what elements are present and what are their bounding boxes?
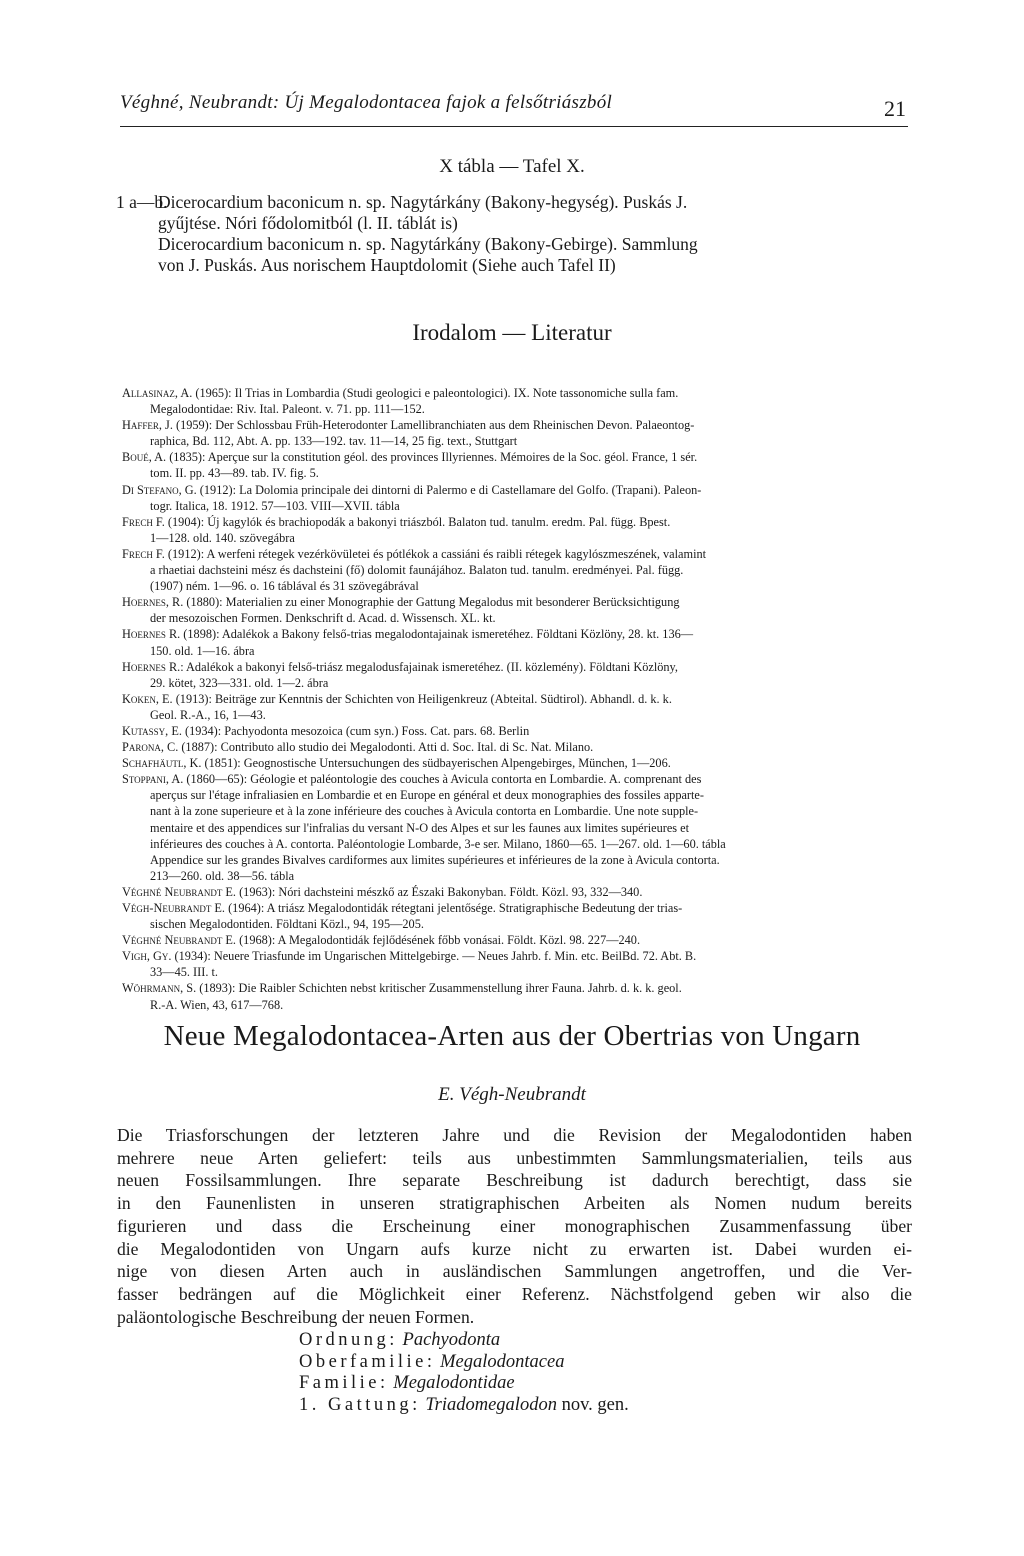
taxonomy-name: Megalodontacea bbox=[440, 1351, 565, 1372]
reference-line bbox=[122, 739, 914, 755]
reference-text: sischen Megalodontiden. Földtani Közl., 94, 195—205. bbox=[150, 917, 424, 932]
reference-entry bbox=[122, 594, 914, 626]
reference-entry bbox=[122, 514, 914, 546]
taxonomy-line bbox=[299, 1330, 899, 1352]
reference-text: der mesozoischen Formen. Denkschrift d. Acad. d. Wissensch. XL. kt. bbox=[150, 611, 496, 626]
reference-author: Schafhäutl, K. bbox=[122, 756, 202, 771]
reference-author: Kutassy, E. bbox=[122, 723, 182, 738]
reference-entry bbox=[122, 659, 914, 691]
reference-text: raphica, Bd. 112, Abt. A. pp. 133—192. tav. 11—14, 25 fig. text., Stuttgart bbox=[150, 434, 518, 449]
body-line: neuen Fossilsammlungen. Ihre separate Beschreibung ist dadurch berechtigt, dass sie bbox=[117, 1170, 912, 1191]
reference-line bbox=[122, 964, 914, 980]
reference-text: (1880): Materialien zu einer Monographie der Gattung Megalodus mit besonderer Berücksichtigung bbox=[183, 595, 680, 610]
caption-line: gyűjtése. Nóri fődolomitból (l. II. táblát is) bbox=[158, 213, 458, 233]
reference-line bbox=[122, 900, 914, 916]
reference-line bbox=[122, 755, 914, 771]
taxonomy-block bbox=[299, 1330, 899, 1416]
taxonomy-rank: Ordnung: bbox=[299, 1330, 398, 1350]
reference-entry bbox=[122, 449, 914, 481]
reference-author: Frech F. bbox=[122, 514, 165, 529]
reference-text: (1965): Il Trias in Lombardia (Studi geologici e paleontologici). IX. Note tassonomiche sulla fam. bbox=[192, 386, 679, 400]
reference-line bbox=[122, 803, 914, 819]
caption-label: 1 a—b. bbox=[116, 192, 168, 212]
reference-text: aperçus sur l'étage infraliasien en Lombardie et en Europe en général et deux monographies des fossiles apparte- bbox=[150, 788, 704, 803]
reference-entry bbox=[122, 385, 914, 417]
reference-text: 213—260. old. 38—56. tábla bbox=[150, 868, 295, 883]
reference-author: Stoppani, A. bbox=[122, 772, 184, 787]
body-line: Die Triasforschungen der letzteren Jahre und die Revision der Megalodontiden haben bbox=[117, 1125, 912, 1145]
reference-line bbox=[122, 546, 914, 562]
reference-author: Wöhrmann, S. bbox=[122, 981, 197, 996]
caption-line bbox=[116, 192, 916, 213]
reference-line bbox=[122, 594, 914, 610]
reference-author: Végh-Neubrandt E. bbox=[122, 901, 226, 915]
reference-text: (1893): Die Raibler Schichten nebst kritischer Zusammenstellung ihrer Fauna. Jahrb. d. k. k. geol. bbox=[196, 981, 682, 996]
reference-line bbox=[122, 997, 914, 1013]
reference-entry bbox=[122, 546, 914, 594]
reference-text: nant à la zone superieure et à la zone inférieure des couches à Avicula contorta en Lombardie. Une note supple- bbox=[150, 804, 699, 819]
caption-line: Dicerocardium baconicum n. sp. Nagytárkány (Bakony-Gebirge). Sammlung bbox=[158, 234, 698, 254]
reference-entry bbox=[122, 691, 914, 723]
body-line: figurieren und dass die Erscheinung einer monographischen Zusammenfassung über bbox=[117, 1215, 912, 1236]
reference-text: (1934): Neuere Triasfunde im Ungarischen Mittelgebirge. — Neues Jahrb. f. Min. etc. BeilBd. 72. Abt. B. bbox=[171, 949, 697, 964]
reference-line bbox=[122, 787, 914, 803]
reference-text: mentaire et des appendices sur l'infralias du versant N-O des Alpes et sur les faunes aux limites supérieures et bbox=[150, 820, 690, 835]
taxonomy-line bbox=[299, 1373, 899, 1395]
reference-text: (1898): Adalékok a Bakony felső-trias megalodontajainak ismeretéhez. Földtani Közlöny, 28. kt. 136— bbox=[180, 627, 694, 642]
body-line: mehrere neue Arten geliefert: teils aus unbestimmten Sammlungsmaterialien, teils aus bbox=[117, 1147, 912, 1168]
reference-line bbox=[122, 820, 914, 836]
reference-entry bbox=[122, 948, 914, 980]
body-line: paläontologische Beschreibung der neuen Formen. bbox=[117, 1306, 475, 1327]
reference-text: (1959): Der Schlossbau Früh-Heterodonter Lamellibranchiaten aus dem Rheinischen Devon. Palaeontog- bbox=[172, 418, 695, 433]
reference-text: (1968): A Megalodontidák fejlődésének főbb vonásai. Földt. Közl. 98. 227—240. bbox=[236, 933, 641, 948]
article-body bbox=[117, 1124, 912, 1328]
reference-line bbox=[122, 465, 914, 481]
reference-line bbox=[122, 482, 914, 498]
reference-line bbox=[122, 884, 914, 900]
taxonomy-line bbox=[299, 1352, 899, 1374]
taxonomy-note: nov. gen. bbox=[556, 1394, 629, 1415]
reference-entry bbox=[122, 980, 914, 1012]
reference-text: (1912): La Dolomia principale dei dintorni di Palermo e di Castellamare del Golfo. (Trapani). Paleon- bbox=[196, 482, 702, 497]
caption-line: von J. Puskás. Aus norischem Hauptdolomit (Siehe auch Tafel II) bbox=[158, 255, 616, 275]
reference-author: Di Stefano, G. bbox=[122, 482, 197, 497]
reference-line bbox=[122, 852, 914, 868]
reference-author: Véghné Neubrandt E. bbox=[122, 884, 236, 899]
reference-line bbox=[122, 610, 914, 626]
reference-author: Hoernes R. bbox=[122, 659, 181, 674]
body-line: fasser bedrängen auf die Möglichkeit einer Referenz. Nächstfolgend geben wir also die bbox=[117, 1283, 912, 1304]
reference-text: Appendice sur les grandes Bivalves cardiformes aux limites supérieures et inférieures de la zone à Avicula contorta. bbox=[150, 852, 720, 867]
reference-line bbox=[122, 675, 914, 691]
reference-author: Hoernes, R. bbox=[122, 595, 184, 610]
reference-text: togr. Italica, 18. 1912. 57—103. VIII—XVII. tábla bbox=[150, 498, 400, 513]
reference-line bbox=[122, 498, 914, 514]
reference-entry bbox=[122, 755, 914, 771]
reference-line bbox=[122, 916, 914, 932]
reference-text: (1913): Beiträge zur Kenntnis der Schichten von Heiligenkreuz (Abteital. Südtirol). Abhandl. d. k. k. bbox=[172, 691, 672, 706]
caption-text: Dicerocardium baconicum n. sp. Nagytárkány (Bakony-hegység). Puskás J. bbox=[158, 192, 688, 212]
reference-entry bbox=[122, 884, 914, 900]
reference-text: 29. kötet, 323—331. old. 1—2. ábra bbox=[150, 675, 329, 690]
reference-text: 150. old. 1—16. ábra bbox=[150, 643, 255, 658]
taxonomy-rank: 1. Gattung: bbox=[299, 1394, 421, 1415]
reference-text: (1904): Új kagylók és brachiopodák a bakonyi triászból. Balaton tud. tanulm. eredm. Pal. függ. Bpest. bbox=[164, 514, 671, 529]
reference-text: tom. II. pp. 43—89. tab. IV. fig. 5. bbox=[150, 466, 319, 481]
reference-line bbox=[122, 449, 914, 465]
reference-text: a rhaetiai dachsteini mész és dachsteini (fő) dolomit faunájához. Balaton tud. tanulm. eredményei. Pal. függ. bbox=[150, 563, 684, 578]
reference-text: (1912): A werfeni rétegek vezérkövületei és pótlékok a cassiáni és raibli rétegek kagylószmeszének, valamint bbox=[164, 546, 707, 561]
reference-text: (1934): Pachyodonta mesozoica (cum syn.) Foss. Cat. pars. 68. Berlin bbox=[181, 723, 530, 738]
reference-text: (1860—65): Géologie et paléontologie des couches à Avicula contorta en Lombardie. A. comprenant des bbox=[183, 772, 702, 787]
reference-entry bbox=[122, 900, 914, 932]
reference-text: (1887): Contributo allo studio dei Megalodonti. Atti d. Soc. Ital. di Sc. Nat. Milano. bbox=[178, 740, 594, 755]
reference-line bbox=[122, 980, 914, 996]
taxonomy-name: Triadomegalodon bbox=[425, 1394, 557, 1415]
taxonomy-name: Pachyodonta bbox=[402, 1330, 501, 1350]
taxonomy-rank: Oberfamilie: bbox=[299, 1351, 436, 1372]
reference-text: 1—128. old. 140. szövegábra bbox=[150, 530, 295, 545]
reference-line bbox=[122, 948, 914, 964]
body-line: die Megalodontiden von Ungarn aufs kurze nicht zu erwarten ist. Dabei wurden ei- bbox=[117, 1238, 912, 1259]
body-line: nige von diesen Arten auch in ausländischen Sammlungen angetroffen, und die Ver- bbox=[117, 1261, 912, 1282]
reference-text: (1963): Nóri dachsteini mészkő az Északi Bakonyban. Földt. Közl. 93, 332—340. bbox=[236, 884, 643, 899]
reference-text: Megalodontidae: Riv. Ital. Paleont. v. 71. pp. 111—152. bbox=[150, 402, 425, 417]
reference-line bbox=[122, 868, 914, 884]
reference-author: Boué, A. bbox=[122, 450, 167, 465]
page-number: 21 bbox=[884, 96, 906, 121]
reference-line bbox=[122, 836, 914, 852]
reference-author: Haffer, J. bbox=[122, 418, 173, 433]
body-line: in den Faunenlisten in unseren stratigraphischen Arbeiten als Nomen nudum bereits bbox=[117, 1193, 912, 1214]
article-title: Neue Megalodontacea-Arten aus der Obertrias von Ungarn bbox=[163, 1020, 861, 1052]
reference-line bbox=[122, 723, 914, 739]
reference-text: : Adalékok a bakonyi felső-triász megalodusfajainak ismeretéhez. (II. közlemény). Földtani Közlöny, bbox=[180, 659, 678, 674]
reference-text: (1907) ném. 1—96. o. 16 táblával és 31 szövegábrával bbox=[150, 579, 419, 594]
reference-author: Koken, E. bbox=[122, 691, 173, 706]
reference-line bbox=[122, 691, 914, 707]
taxonomy-line bbox=[299, 1395, 899, 1417]
reference-entry bbox=[122, 417, 914, 449]
reference-line bbox=[122, 771, 914, 787]
reference-text: (1835): Aperçue sur la constitution géol. des provinces Illyriennes. Mémoires de la Soc. géol. France, 1 sér. bbox=[166, 450, 698, 465]
reference-entry bbox=[122, 482, 914, 514]
reference-text: (1964): A triász Megalodontidák rétegtani jelentősége. Stratigraphische Bedeutung der trias- bbox=[225, 901, 683, 915]
reference-text: (1851): Geognostische Untersuchungen des südbayerischen Alpengebirges, München, 1—206. bbox=[201, 756, 671, 771]
reference-author: Hoernes R. bbox=[122, 627, 181, 642]
reference-line bbox=[122, 659, 914, 675]
reference-line bbox=[122, 514, 914, 530]
reference-entry bbox=[122, 932, 914, 948]
reference-text: R.-A. Wien, 43, 617—768. bbox=[150, 997, 284, 1012]
reference-entry bbox=[122, 771, 914, 884]
reference-author: Parona, C. bbox=[122, 740, 179, 755]
taxonomy-rank: Familie: bbox=[299, 1373, 389, 1393]
reference-entry bbox=[122, 626, 914, 658]
reference-entry bbox=[122, 723, 914, 739]
running-head bbox=[120, 86, 908, 127]
reference-entry bbox=[122, 739, 914, 755]
reference-line bbox=[122, 578, 914, 594]
reference-text: Geol. R.-A., 16, 1—43. bbox=[150, 707, 266, 722]
running-head-title: Véghné, Neubrandt: Új Megalodontacea fajok a felsőtriászból bbox=[120, 92, 613, 113]
reference-author: Vigh, Gy. bbox=[122, 949, 172, 964]
reference-line bbox=[122, 417, 914, 433]
reference-author: Frech F. bbox=[122, 546, 165, 561]
reference-line bbox=[122, 530, 914, 546]
reference-line bbox=[122, 433, 914, 449]
reference-list bbox=[122, 385, 914, 1013]
article-author: E. Végh-Neubrandt bbox=[438, 1084, 586, 1105]
reference-line bbox=[122, 562, 914, 578]
reference-line bbox=[122, 643, 914, 659]
reference-line bbox=[122, 626, 914, 642]
literature-title: Irodalom — Literatur bbox=[412, 320, 612, 345]
reference-line bbox=[122, 401, 914, 417]
taxonomy-name: Megalodontidae bbox=[393, 1373, 515, 1393]
reference-author: Véghné Neubrandt E. bbox=[122, 933, 236, 948]
reference-author: Allasinaz, A. bbox=[122, 386, 193, 400]
plate-caption bbox=[116, 192, 916, 276]
reference-line bbox=[122, 932, 914, 948]
reference-line bbox=[122, 707, 914, 723]
plate-heading: X tábla — Tafel X. bbox=[439, 156, 585, 177]
reference-text: inférieures des couches à A. contorta. Paléontologie Lombarde, 3-e ser. Milano, 1860—65. 1—267. old. 1—60. tábla bbox=[150, 836, 726, 851]
reference-text: 33—45. III. t. bbox=[150, 965, 218, 980]
reference-line bbox=[122, 385, 914, 401]
